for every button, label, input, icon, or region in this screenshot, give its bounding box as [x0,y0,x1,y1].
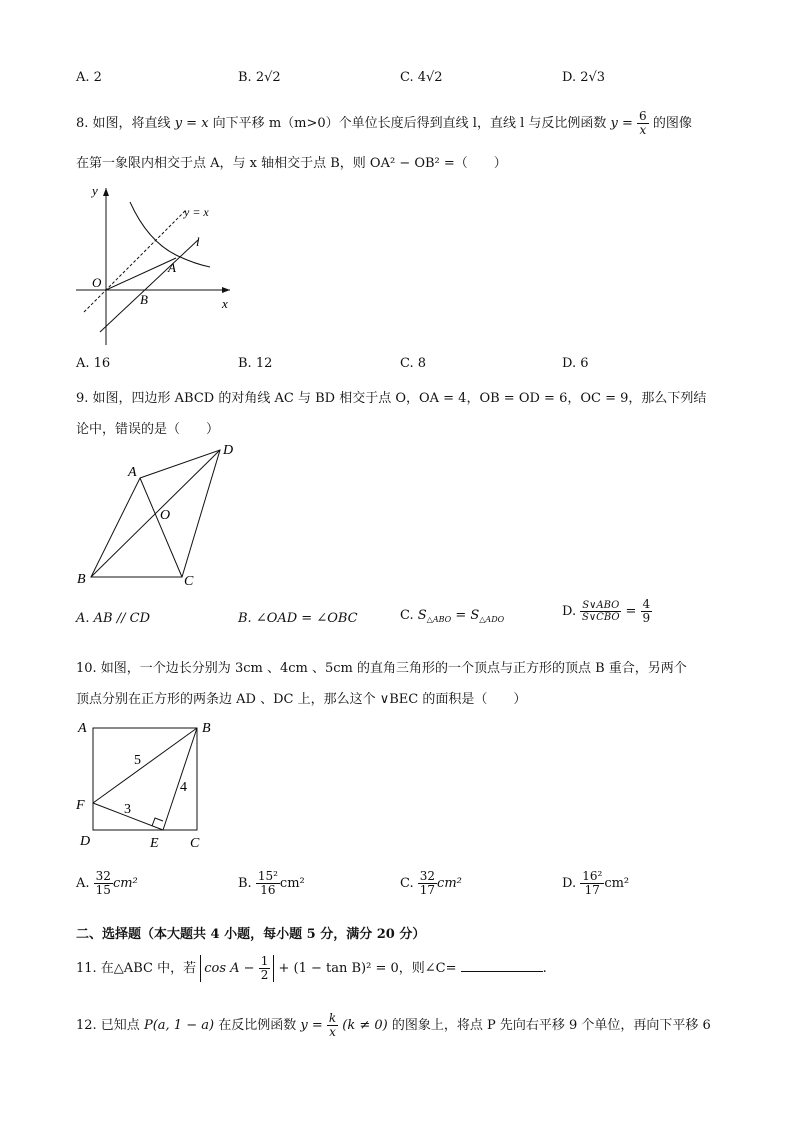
q8-text-c: 向下平移 [212,116,265,132]
q10-label-five: 5 [134,753,141,768]
q10-option-b-frac [256,870,280,897]
q10-option-c-den: 17 [419,883,436,898]
q11-fraction [259,955,271,982]
section-two-heading: 二、选择题（本大题共 4 小题，每小题 5 分，满分 20 分） [76,927,426,942]
q10-option-c [400,870,462,897]
q9-label-c: C [184,574,194,589]
q12-fraction [327,1012,338,1039]
q9-stem-line2: 论中，错误的是（ ） [76,422,220,437]
q10-option-a-frac [94,870,113,897]
q8-option-b: B. 12 [238,356,273,371]
q8-frac-den: x [639,123,647,138]
q12-suffix: 的图象上，将点 P 先向右平移 9 个单位，再向下平移 6 [391,1018,711,1034]
q10-label-b: B [202,721,211,736]
q8-option-d: D. 6 [562,356,589,371]
q9-option-d-den: S∨CBO [582,612,620,624]
q8-stem-line1 [76,110,692,137]
q11-stem [76,955,547,982]
q8-line-eq: y = x [174,116,209,132]
q10-option-d-den: 17 [584,883,600,898]
q8-fraction [637,110,649,137]
q10-square [93,728,197,830]
q10-side-four [163,728,197,830]
q8-segment-oa [106,258,176,290]
q8-label-a: A [168,260,176,275]
q10-option-c-frac [418,870,437,897]
q9-option-c-eq: = [455,608,467,623]
q10-label-four: 4 [180,780,187,795]
q11-frac-num: 1 [260,954,269,968]
q10-option-c-prefix: C. [400,876,414,892]
q8-option-c: C. 8 [400,356,427,371]
q10-option-c-unit: cm² [437,876,462,892]
q8-text-d: m（m>0）个单位长度后得到直线 [268,116,469,132]
q10-option-d-frac [580,870,604,897]
q8-y-arrow [103,188,109,196]
q10-option-b-num: 15² [257,869,278,883]
q10-option-b-prefix: B. [238,876,252,892]
q12-condition: (k ≠ 0) [342,1018,388,1034]
q10-option-a-den: 15 [95,883,111,898]
q8-stem-line2: 在第一象限内相交于点 A，与 x 轴相交于点 B，则 OA² − OB² =（ ） [76,156,507,171]
q11-suffix: . [542,961,547,977]
q8-text-e: l，直线 l 与反比例函数 [472,116,607,132]
q10-option-d [562,870,629,897]
q12-func-lhs: y = [300,1018,323,1034]
q7-option-b: B. 2√2 [238,70,281,85]
q9-option-c-sub2: △ADO [479,615,505,624]
q10-label-three: 3 [124,802,131,817]
q10-option-a [76,870,138,897]
q8-x-arrow [222,287,230,293]
q10-option-c-num: 32 [419,869,436,883]
q9-option-b: B. ∠OAD = ∠OBC [238,611,358,626]
q11-abs-value [200,955,274,982]
q9-option-d-prefix: D. [562,604,577,620]
q8-option-a: A. 16 [76,356,111,371]
q10-option-a-prefix: A. [76,876,90,892]
q10-option-a-num: 32 [95,869,111,883]
q9-option-c-s2: S [470,608,480,623]
q8-frac-num: 6 [639,109,647,123]
q9-figure [72,438,247,590]
q12-stem [76,1012,711,1039]
q10-figure [72,714,227,856]
q12-mid: 在反比例函数 [218,1018,297,1034]
q9-diagonal-ac [140,478,182,577]
q9-option-d-fnum: 4 [642,597,651,611]
q7-option-c: C. 4√2 [400,70,443,85]
q8-label-y: y [92,183,98,198]
q12-frac-den: x [329,1025,336,1040]
q10-stem-line2: 顶点分别在正方形的两条边 AD 、DC 上，那么这个 ∨BEC 的面积是（ ） [76,692,527,707]
q11-prefix: 11. 在△ABC 中，若 [76,961,197,977]
q9-option-c-sub1: △ABO [426,615,452,624]
q10-option-a-unit: cm² [112,876,138,892]
q10-option-d-num: 16² [582,869,603,883]
q9-option-c-prefix: C. [400,608,414,623]
q9-label-a: A [128,465,137,480]
q8-text-g: 的图像 [652,116,692,132]
q10-label-d: D [80,834,91,849]
q10-label-f: F [76,798,85,813]
q9-stem-line1: 9. 如图，四边形 ABCD 的对角线 AC 与 BD 相交于点 O，OA = 4，OB = OD = 6，OC = 9，那么下列结 [76,391,707,406]
q8-text-a: 8. 如图，将直线 [76,116,171,132]
q8-label-o: O [92,275,102,290]
q12-frac-num: k [328,1011,337,1025]
q9-option-d [562,598,652,625]
q7-option-a: A. 2 [76,70,102,85]
q8-label-l: l [196,234,200,249]
q10-option-d-prefix: D. [562,876,577,892]
q11-expr-b: + (1 − tan B)² = 0，则∠C= [278,961,457,977]
q9-option-a: A. AB // CD [76,611,150,626]
q10-label-e: E [150,836,159,851]
q10-stem-line1: 10. 如图，一个边长分别为 3cm 、4cm 、5cm 的直角三角形的一个顶点与正方形的顶点 B 重合，另两个 [76,661,687,676]
q10-right-angle-mark [152,818,163,826]
q9-option-c-s1: S [417,608,427,623]
q9-label-d: D [223,443,234,458]
q9-option-d-fden: 9 [642,611,651,626]
q11-expr-a: cos A − [204,961,255,977]
q10-option-b [238,870,305,897]
q9-option-d-num: S∨ABO [582,600,620,612]
q10-label-c: C [190,836,200,851]
q9-label-b: B [77,572,86,587]
q10-label-a: A [78,721,87,736]
q10-option-b-den: 16 [260,883,276,898]
q8-figure [70,180,245,350]
q12-point: P(a, 1 − a) [143,1018,215,1034]
q9-option-d-value [641,598,653,625]
q8-label-b: B [140,292,148,307]
q8-label-x: x [222,296,228,311]
q9-label-o: O [160,508,171,523]
q9-option-d-eq: = [625,604,637,620]
q9-option-d-ratio [580,600,621,623]
q10-option-d-unit: cm² [604,876,630,892]
q7-option-d: D. 2√3 [562,70,606,85]
q8-label-yx: y = x [184,205,209,219]
q12-prefix: 12. 已知点 [76,1018,140,1034]
q9-option-c [400,608,504,624]
q11-frac-den: 2 [260,968,269,983]
q10-option-b-unit: cm² [279,876,305,892]
q8-func-lhs: y = [610,116,633,132]
q11-answer-blank[interactable] [461,959,543,972]
